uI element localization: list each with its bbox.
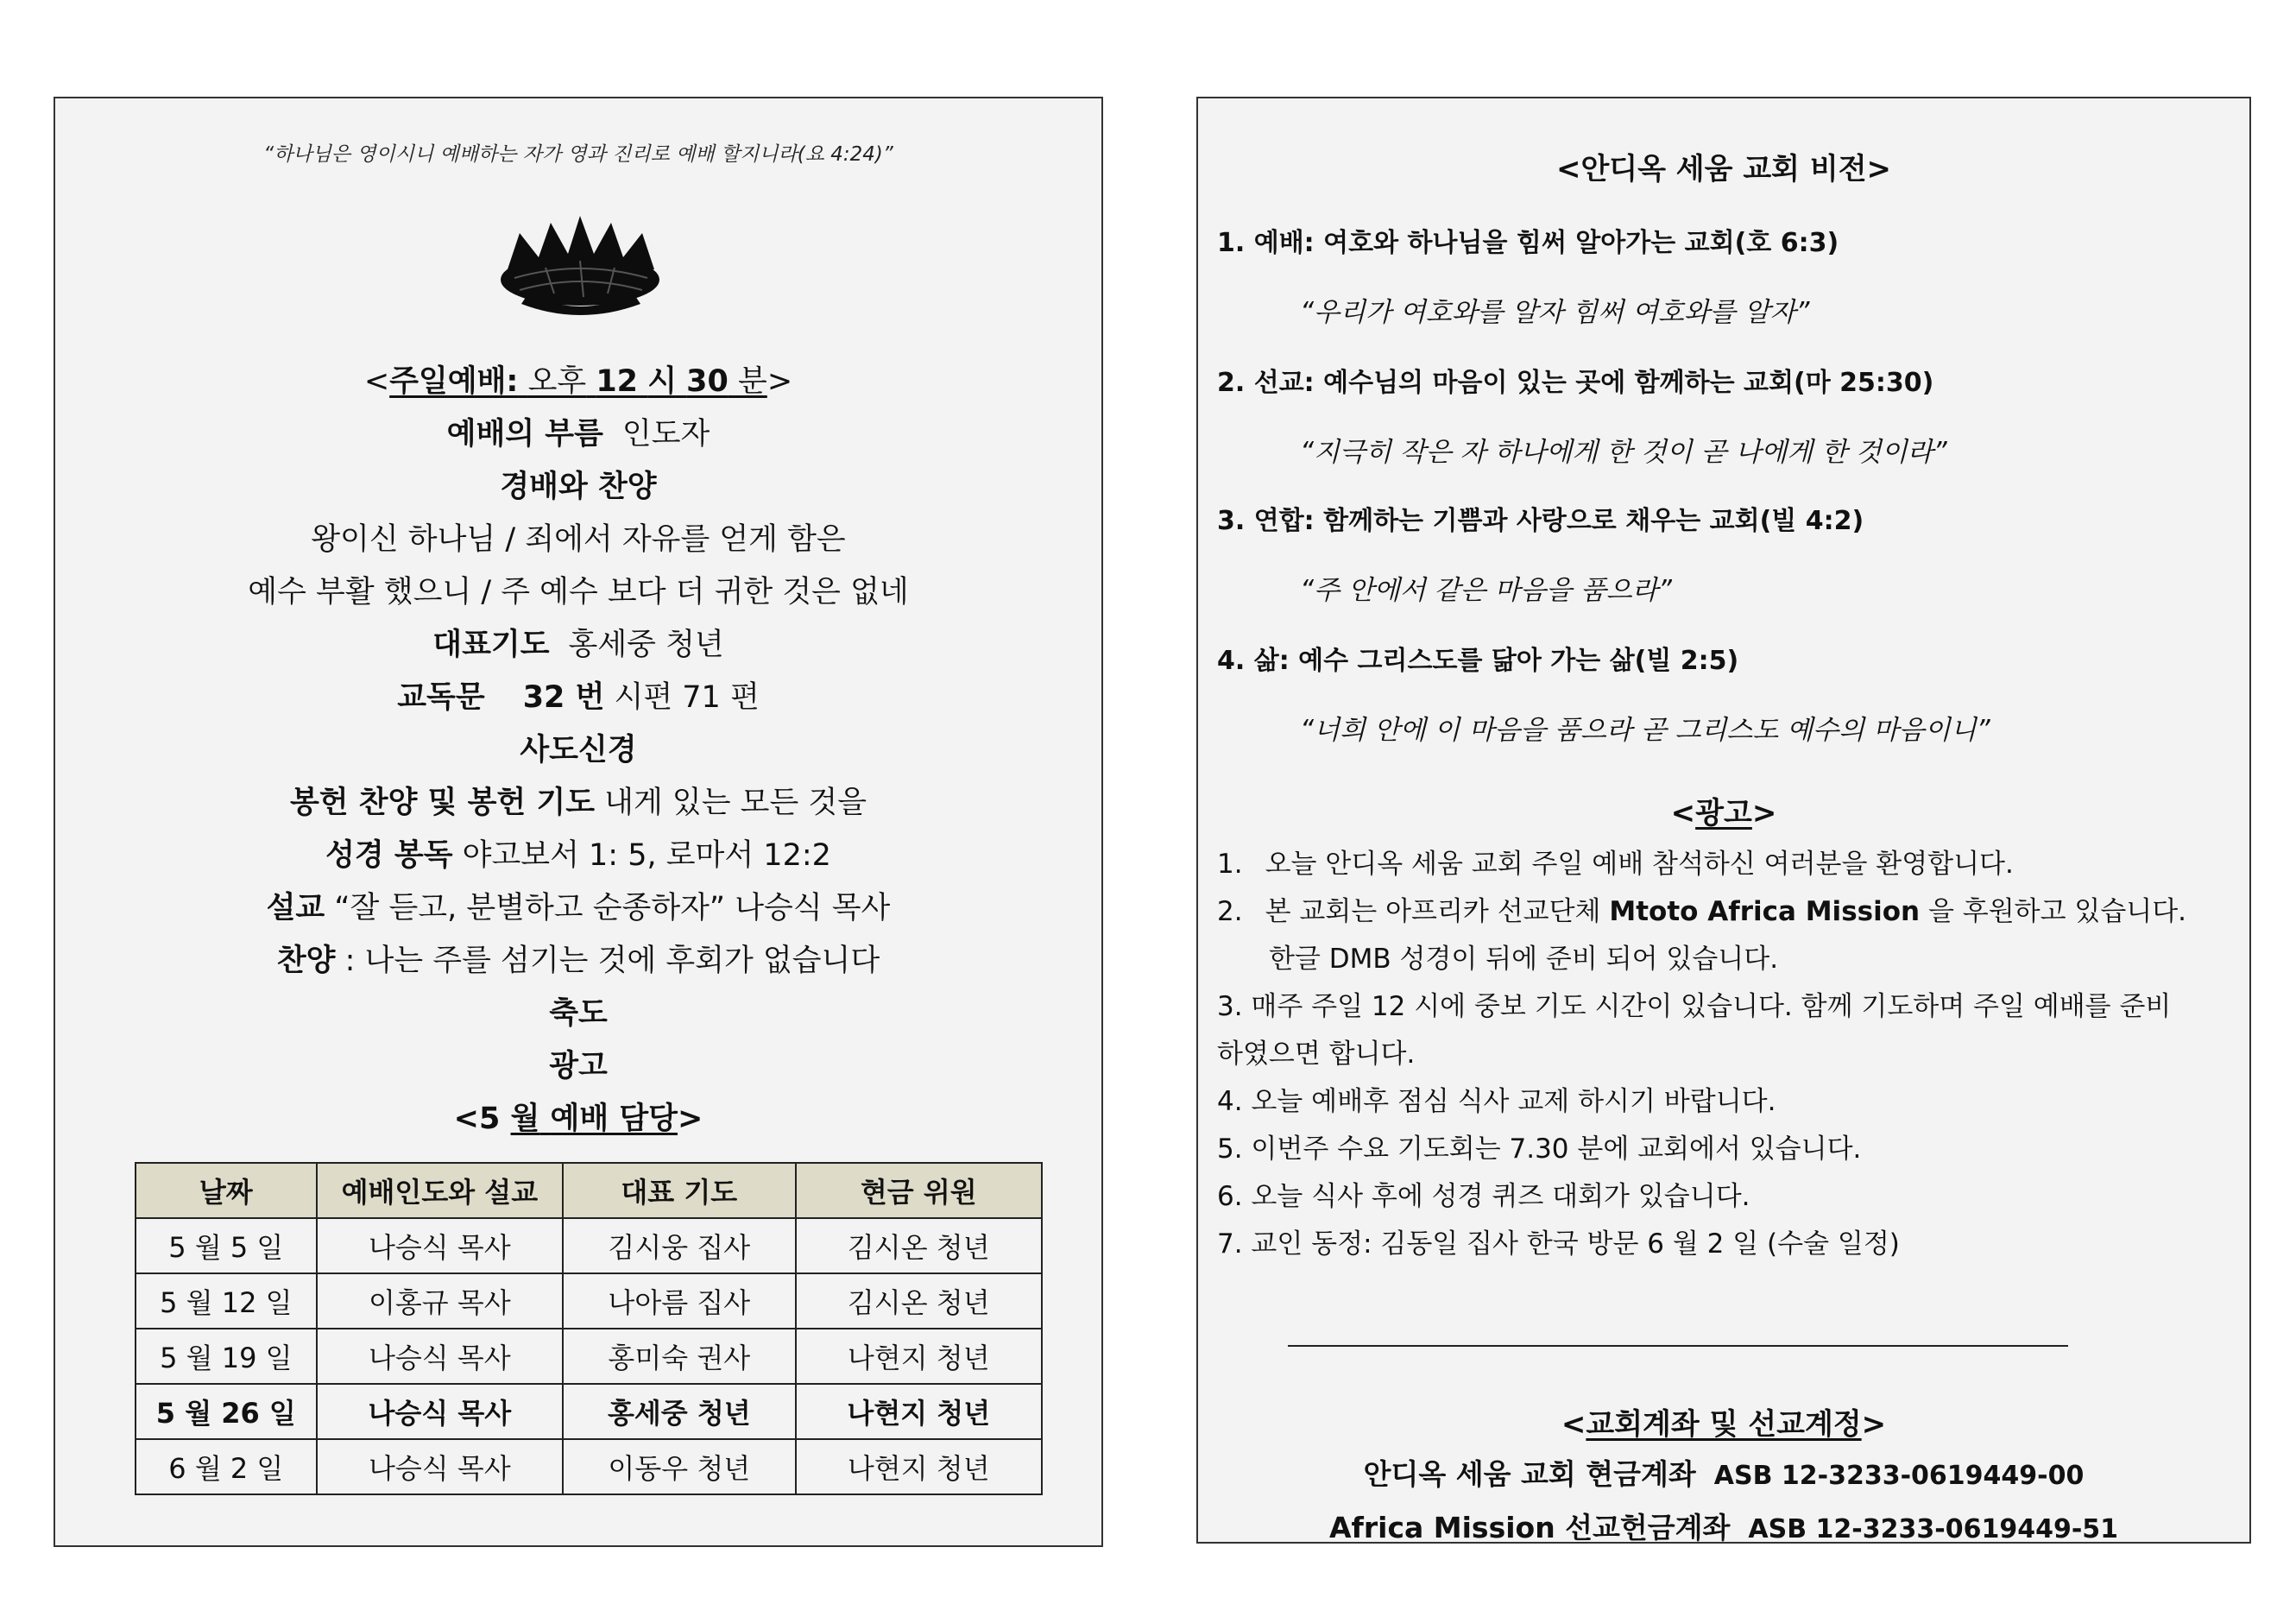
table-row-current — [136, 1384, 1042, 1439]
divider — [1288, 1345, 2068, 1347]
vision-item-life: 4. 삶: 예수 그리스도를 닮아 가는 삶(빌 2:5) — [1217, 646, 1739, 676]
vision-quote: “너희 안에 이 마음을 품으라 곧 그리스도 예수의 마음이니” — [1300, 715, 1990, 746]
order-item-announcements: 광고 — [549, 1049, 608, 1083]
account-mission: Africa Mission 선교헌금계좌 ASB 12-3233-0619449-51 — [1328, 1511, 2119, 1544]
left-page — [54, 97, 1103, 1547]
order-item-responsive-reading: 교독문 32 번 시편 71 편 — [397, 680, 760, 715]
announcements-list — [1217, 841, 2232, 1268]
table-cell: 5 월 12 일 — [136, 1273, 317, 1329]
table-cell: 5 월 26 일 — [136, 1384, 317, 1439]
announcement-item: 4. 오늘 예배후 점심 식사 교제 하시기 바랍니다. — [1217, 1086, 1776, 1117]
order-item-prayer: 대표기도 홍세중 청년 — [432, 628, 724, 662]
vision-item-worship: 1. 예배: 여호와 하나님을 힘써 알아가는 교회(호 6:3) — [1217, 228, 1839, 258]
announcement-item-continued: 한글 DMB 성경이 뒤에 준비 되어 있습니다. — [1269, 944, 1779, 975]
worship-order — [55, 356, 1101, 1146]
table-row — [136, 1329, 1042, 1384]
table-row — [136, 1273, 1042, 1329]
announcement-item: 7. 교인 동정: 김동일 집사 한국 방문 6 월 2 일 (수술 일정) — [1217, 1228, 1900, 1260]
table-cell: 5 월 5 일 — [136, 1218, 317, 1273]
vision-quote: “지극히 작은 자 하나에게 한 것이 곧 나에게 한 것이라” — [1300, 437, 1947, 468]
table-cell: 나아름 집사 — [563, 1273, 795, 1329]
table-cell: 나현지 청년 — [796, 1439, 1042, 1494]
vision-quote: “주 안에서 같은 마음을 품으라” — [1300, 575, 1672, 606]
column-header: 날짜 — [136, 1163, 317, 1218]
vision-title: <안디옥 세움 교회 비전> — [1555, 152, 1892, 186]
table-cell: 이동우 청년 — [563, 1439, 795, 1494]
table-cell: 6 월 2 일 — [136, 1439, 317, 1494]
table-row — [136, 1439, 1042, 1494]
song-line-1: 왕이신 하나님 / 죄에서 자유를 얻게 함은 — [311, 522, 846, 557]
accounts-title: <교회계좌 및 선교계정> — [1561, 1407, 1887, 1442]
announcement-item-continued: 하였으면 합니다. — [1217, 1039, 1416, 1070]
column-header: 현금 위원 — [796, 1163, 1042, 1218]
table-cell: 홍세중 청년 — [563, 1384, 795, 1439]
order-item-benediction: 축도 — [549, 996, 608, 1031]
table-cell: 나승식 목사 — [317, 1439, 563, 1494]
table-header-row — [136, 1163, 1042, 1218]
column-header: 예배인도와 설교 — [317, 1163, 563, 1218]
announcement-item: 6. 오늘 식사 후에 성경 퀴즈 대회가 있습니다. — [1217, 1181, 1750, 1212]
order-item-hymn: 찬양 : 나는 주를 섬기는 것에 후회가 없습니다 — [276, 944, 880, 978]
vision-quote: “우리가 여호와를 알자 힘써 여호와를 알자” — [1300, 297, 1810, 328]
table-row — [136, 1218, 1042, 1273]
service-header: <주일예배: 오후 12 시 30 분> — [363, 364, 793, 399]
table-cell: 나승식 목사 — [317, 1329, 563, 1384]
announcement-item: 2. 본 교회는 아프리카 선교단체 Mtoto Africa Mission 을 후원하고 있습니다. — [1217, 896, 2187, 927]
vision-item-unity: 3. 연합: 함께하는 기쁨과 사랑으로 채우는 교회(빌 4:2) — [1217, 506, 1864, 536]
table-cell: 김시웅 집사 — [563, 1218, 795, 1273]
order-item-offering: 봉헌 찬양 및 봉헌 기도 내게 있는 모든 것을 — [289, 786, 867, 820]
announcement-item: 1. 오늘 안디옥 세움 교회 주일 예배 참석하신 여러분을 환영합니다. — [1217, 849, 2014, 880]
table-cell: 김시온 청년 — [796, 1273, 1042, 1329]
announcement-item: 3. 매주 주일 12 시에 중보 기도 시간이 있습니다. 함께 기도하며 주일 예배를 준비 — [1217, 991, 2172, 1022]
table-cell: 5 월 19 일 — [136, 1329, 317, 1384]
roster-title: <5 월 예배 담당> — [453, 1102, 703, 1136]
scripture-verse: “하나님은 영이시니 예배하는 자가 영과 진리로 예배 할지니라(요 4:24)” — [263, 143, 893, 166]
table-cell: 홍미숙 권사 — [563, 1329, 795, 1384]
table-cell: 나현지 청년 — [796, 1329, 1042, 1384]
announcement-item: 5. 이번주 수요 기도회는 7.30 분에 교회에서 있습니다. — [1217, 1134, 1862, 1165]
order-item-apostles-creed: 사도신경 — [520, 733, 637, 767]
order-item-call-to-worship: 예배의 부름 인도자 — [446, 417, 710, 452]
right-page — [1196, 97, 2251, 1544]
order-item-scripture: 성경 봉독 야고보서 1: 5, 로마서 12:2 — [325, 838, 831, 873]
song-line-2: 예수 부활 했으니 / 주 예수 보다 더 귀한 것은 없네 — [248, 575, 909, 609]
column-header: 대표 기도 — [563, 1163, 795, 1218]
account-church: 안디옥 세움 교회 현금계좌 ASB 12-3233-0619449-00 — [1363, 1457, 2085, 1491]
vision-item-mission: 2. 선교: 예수님의 마음이 있는 곳에 함께하는 교회(마 25:30) — [1217, 368, 1934, 398]
table-cell: 나승식 목사 — [317, 1218, 563, 1273]
table-cell: 나승식 목사 — [317, 1384, 563, 1439]
announcements-title: <광고> — [1670, 796, 1777, 830]
table-cell: 이홍규 목사 — [317, 1273, 563, 1329]
crown-of-thorns-icon — [494, 207, 666, 319]
table-cell: 나현지 청년 — [796, 1384, 1042, 1439]
worship-roster-table — [135, 1162, 1043, 1495]
order-item-sermon: 설교 “잘 듣고, 분별하고 순종하자” 나승식 목사 — [266, 891, 891, 925]
order-item-praise: 경배와 찬양 — [500, 470, 657, 504]
table-cell: 김시온 청년 — [796, 1218, 1042, 1273]
